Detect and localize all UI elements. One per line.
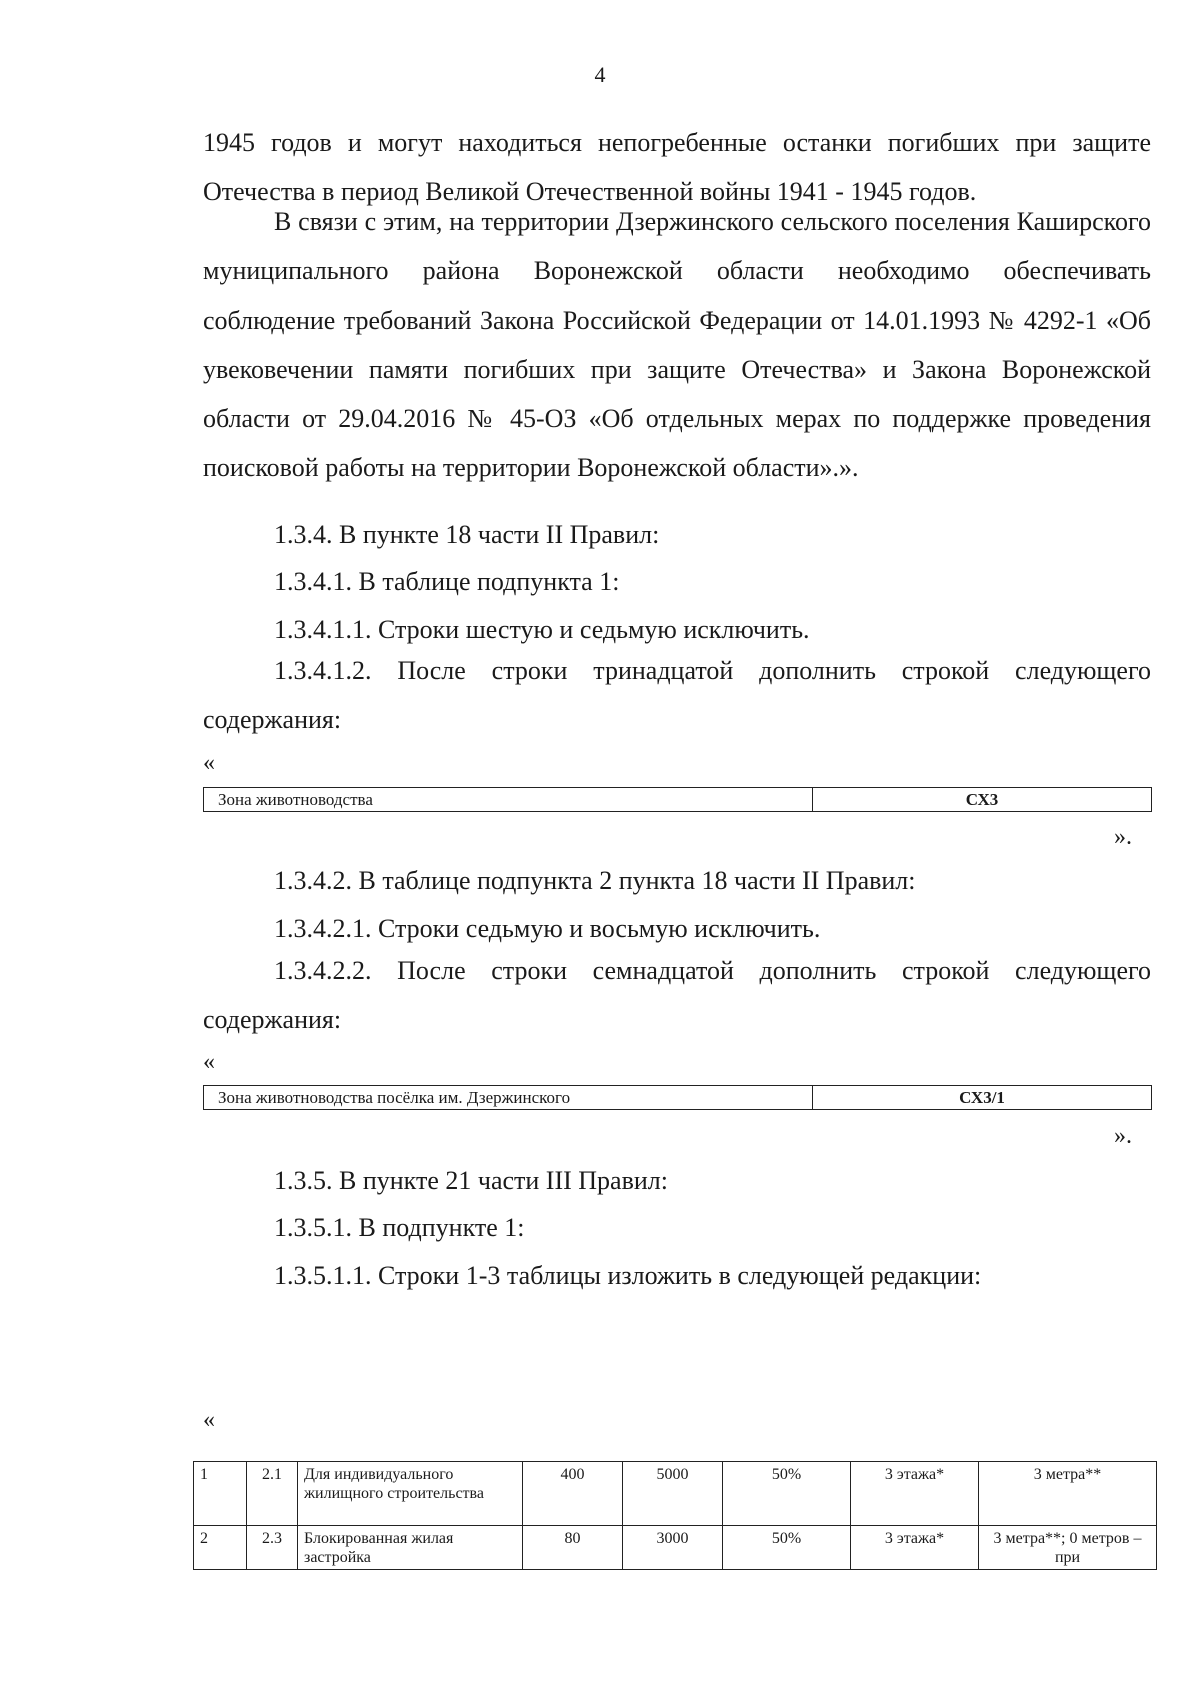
table-row xyxy=(194,1462,1157,1526)
setback: 3 метра** xyxy=(979,1462,1157,1526)
paragraph-continuation: 1945 годов и могут находиться непогребенные останки погибших при защите Отечества в период Великой Отечественной войны 1941 - 1945 годов. xyxy=(203,128,1151,207)
min-area: 400 xyxy=(523,1462,623,1526)
floors: 3 этажа* xyxy=(851,1526,979,1570)
quote-close-1: ». xyxy=(1114,824,1132,850)
use-name: Блокированная жилая застройка xyxy=(298,1526,523,1570)
quote-close-2: ». xyxy=(1114,1123,1132,1149)
zone-code-cell: СХ3/1 xyxy=(813,1086,1152,1110)
min-area: 80 xyxy=(523,1526,623,1570)
quote-open-3: « xyxy=(203,1407,215,1433)
land-parameters-table xyxy=(193,1461,1157,1570)
floors: 3 этажа* xyxy=(851,1462,979,1526)
max-area: 3000 xyxy=(623,1526,723,1570)
table-row xyxy=(204,788,1152,812)
use-code: 2.3 xyxy=(247,1526,298,1570)
quote-open-1: « xyxy=(203,750,215,776)
table-row xyxy=(194,1526,1157,1570)
item-1-3-4-1-2: 1.3.4.1.2. После строки тринадцатой дополнить строкой следующего содержания: xyxy=(203,656,1151,735)
coverage: 50% xyxy=(723,1526,851,1570)
quote-open-2: « xyxy=(203,1049,215,1075)
item-1-3-5-1-1: 1.3.5.1.1. Строки 1-3 таблицы изложить в следующей редакции: xyxy=(274,1261,982,1290)
paragraph-memory-law: В связи с этим, на территории Дзержинского сельского поселения Каширского муниципального района Воронежской области необходимо обеспечивать соблюдение требований Закона Российской Федерации от 14.01.1993 № 4292-1 «Об увековечении памяти погибших при защите Отечества» и Закона Воронежской области от 29.04.2016 № 45-ОЗ «Об отдельных мерах по поддержке проведения поисковой работы на территории Воронежской области».». xyxy=(203,207,1151,483)
zone-name-cell: Зона животноводства посёлка им. Дзержинского xyxy=(204,1086,813,1110)
row-number: 1 xyxy=(194,1462,247,1526)
zone-table-1 xyxy=(203,787,1152,812)
row-number: 2 xyxy=(194,1526,247,1570)
zone-code-cell: СХ3 xyxy=(813,788,1152,812)
item-1-3-5: 1.3.5. В пункте 21 части III Правил: xyxy=(274,1166,668,1195)
item-1-3-4-2-2: 1.3.4.2.2. После строки семнадцатой дополнить строкой следующего содержания: xyxy=(203,956,1151,1035)
item-1-3-4: 1.3.4. В пункте 18 части II Правил: xyxy=(274,520,660,549)
use-name: Для индивидуального жилищного строительства xyxy=(298,1462,523,1526)
item-1-3-4-2: 1.3.4.2. В таблице подпункта 2 пункта 18 части II Правил: xyxy=(274,866,916,895)
item-1-3-4-2-1: 1.3.4.2.1. Строки седьмую и восьмую исключить. xyxy=(274,914,821,943)
zone-name-cell: Зона животноводства xyxy=(204,788,813,812)
page-number: 4 xyxy=(594,62,606,87)
item-1-3-4-1-1: 1.3.4.1.1. Строки шестую и седьмую исключить. xyxy=(274,615,810,644)
max-area: 5000 xyxy=(623,1462,723,1526)
use-code: 2.1 xyxy=(247,1462,298,1526)
table-row xyxy=(204,1086,1152,1110)
item-1-3-4-1: 1.3.4.1. В таблице подпункта 1: xyxy=(274,567,620,596)
zone-table-2 xyxy=(203,1085,1152,1110)
coverage: 50% xyxy=(723,1462,851,1526)
item-1-3-5-1: 1.3.5.1. В подпункте 1: xyxy=(274,1213,525,1242)
setback: 3 метра**; 0 метров – при xyxy=(979,1526,1157,1570)
